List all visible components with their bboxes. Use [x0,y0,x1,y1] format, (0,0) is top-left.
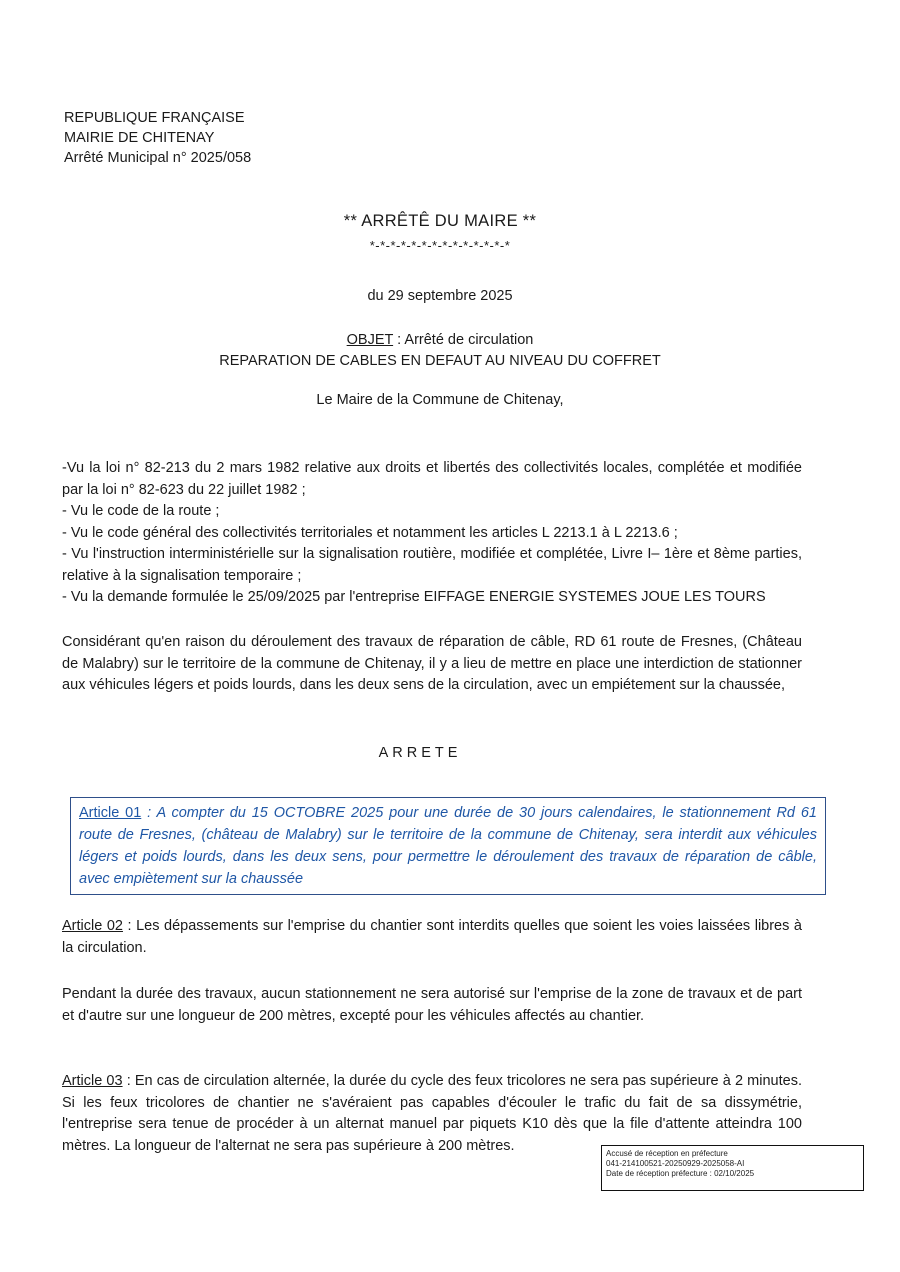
visa-item: -Vu la loi n° 82-213 du 2 mars 1982 relative aux droits et libertés des collectivités locales, complétée et modifiée par la loi n° 82-623 du 22 juillet 1982 ; [62,460,802,498]
article-02 [62,916,802,959]
objet-subject: REPARATION DE CABLES EN DEFAUT AU NIVEAU DU COFFRET [219,353,661,369]
objet-block [0,330,880,372]
article-01-box [70,797,826,895]
pendant-text: Pendant la durée des travaux, aucun stationnement ne sera autorisé sur l'emprise de la zone de travaux et de part et d'autre sur une longueur de 200 mètres, excepté pour les véhicules affectés au chantier. [62,986,802,1024]
document-date: du 29 septembre 2025 [367,288,513,304]
article-03-label: Article 03 [62,1073,123,1089]
article-03-text: : En cas de circulation alternée, la durée du cycle des feux tricolores ne sera pas supérieure à 2 minutes. Si les feux tricolores de chantier ne s'avéraient pas capables d'écouler le trafic du fait de sa dissymétrie, l'entreprise sera tenue de procéder à un alternat manuel par piquets K10 dès que la file d'attente atteindra 100 mètres. La longueur de l'alternat ne sera pas supérieure à 200 mètres. [62,1073,802,1154]
stamp-line-2: 041-214100521-20250929-2025058-AI [606,1159,745,1168]
objet-text: : Arrêté de circulation [393,332,534,348]
article-02-label: Article 02 [62,918,123,934]
considerant-text: Considérant qu'en raison du déroulement des travaux de réparation de câble, RD 61 route de Fresnes, (Château de Malabry) sur le territoire de la commune de Chitenay, il y a lieu de mettre en place une interdiction de stationner aux véhicules légers et poids lourds, dans les deux sens de la circulation, avec un empiétement sur la chaussée, [62,634,802,693]
considerant-paragraph [62,632,802,697]
arrete-heading: ARRETE [378,745,462,761]
stamp-line-1: Accusé de réception en préfecture [606,1149,728,1158]
letterhead-arrete-number: Arrêté Municipal n° 2025/058 [64,150,252,166]
stamp-line-3: Date de réception préfecture : 02/10/2025 [606,1169,755,1178]
title-separator: *-*-*-*-*-*-*-*-*-*-*-*-*-* [369,238,511,253]
visa-item: - Vu la demande formulée le 25/09/2025 par l'entreprise EIFFAGE ENERGIE SYSTEMES JOUE LES TOURS [62,589,766,605]
visa-item: - Vu l'instruction interministérielle sur la signalisation routière, modifiée et complétée, Livre I– 1ère et 8ème parties, relative à la signalisation temporaire ; [62,546,802,584]
maire-line: Le Maire de la Commune de Chitenay, [316,392,564,408]
letterhead-mairie: MAIRIE DE CHITENAY [64,130,215,146]
article-01-label: Article 01 [79,805,142,821]
document-title: ** ARRÊTÊ DU MAIRE ** [343,212,537,230]
visas-list [62,458,802,609]
visa-item: - Vu le code général des collectivités territoriales et notamment les articles L 2213.1 à L 2213.6 ; [62,524,678,541]
article-01-text: : A compter du 15 OCTOBRE 2025 pour une durée de 30 jours calendaires, le stationnement Rd 61 route de Fresnes, (château de Malabry) sur le territoire de la commune de Chitenay, sera interdit aux véhicules légers et poids lourds, dans les deux sens, pour permettre le déroulement des travaux de réparation de câble, avec empiètement sur la chaussée [79,805,817,887]
visa-item: - Vu le code de la route ; [62,503,220,519]
objet-label: OBJET [346,332,394,348]
prefecture-receipt-stamp [601,1145,864,1191]
pendant-paragraph [62,984,802,1027]
article-02-text: : Les dépassements sur l'emprise du chantier sont interdits quelles que soient les voies laissées libres à la circulation. [62,918,802,956]
letterhead [64,108,251,168]
letterhead-republic: REPUBLIQUE FRANÇAISE [64,110,245,126]
